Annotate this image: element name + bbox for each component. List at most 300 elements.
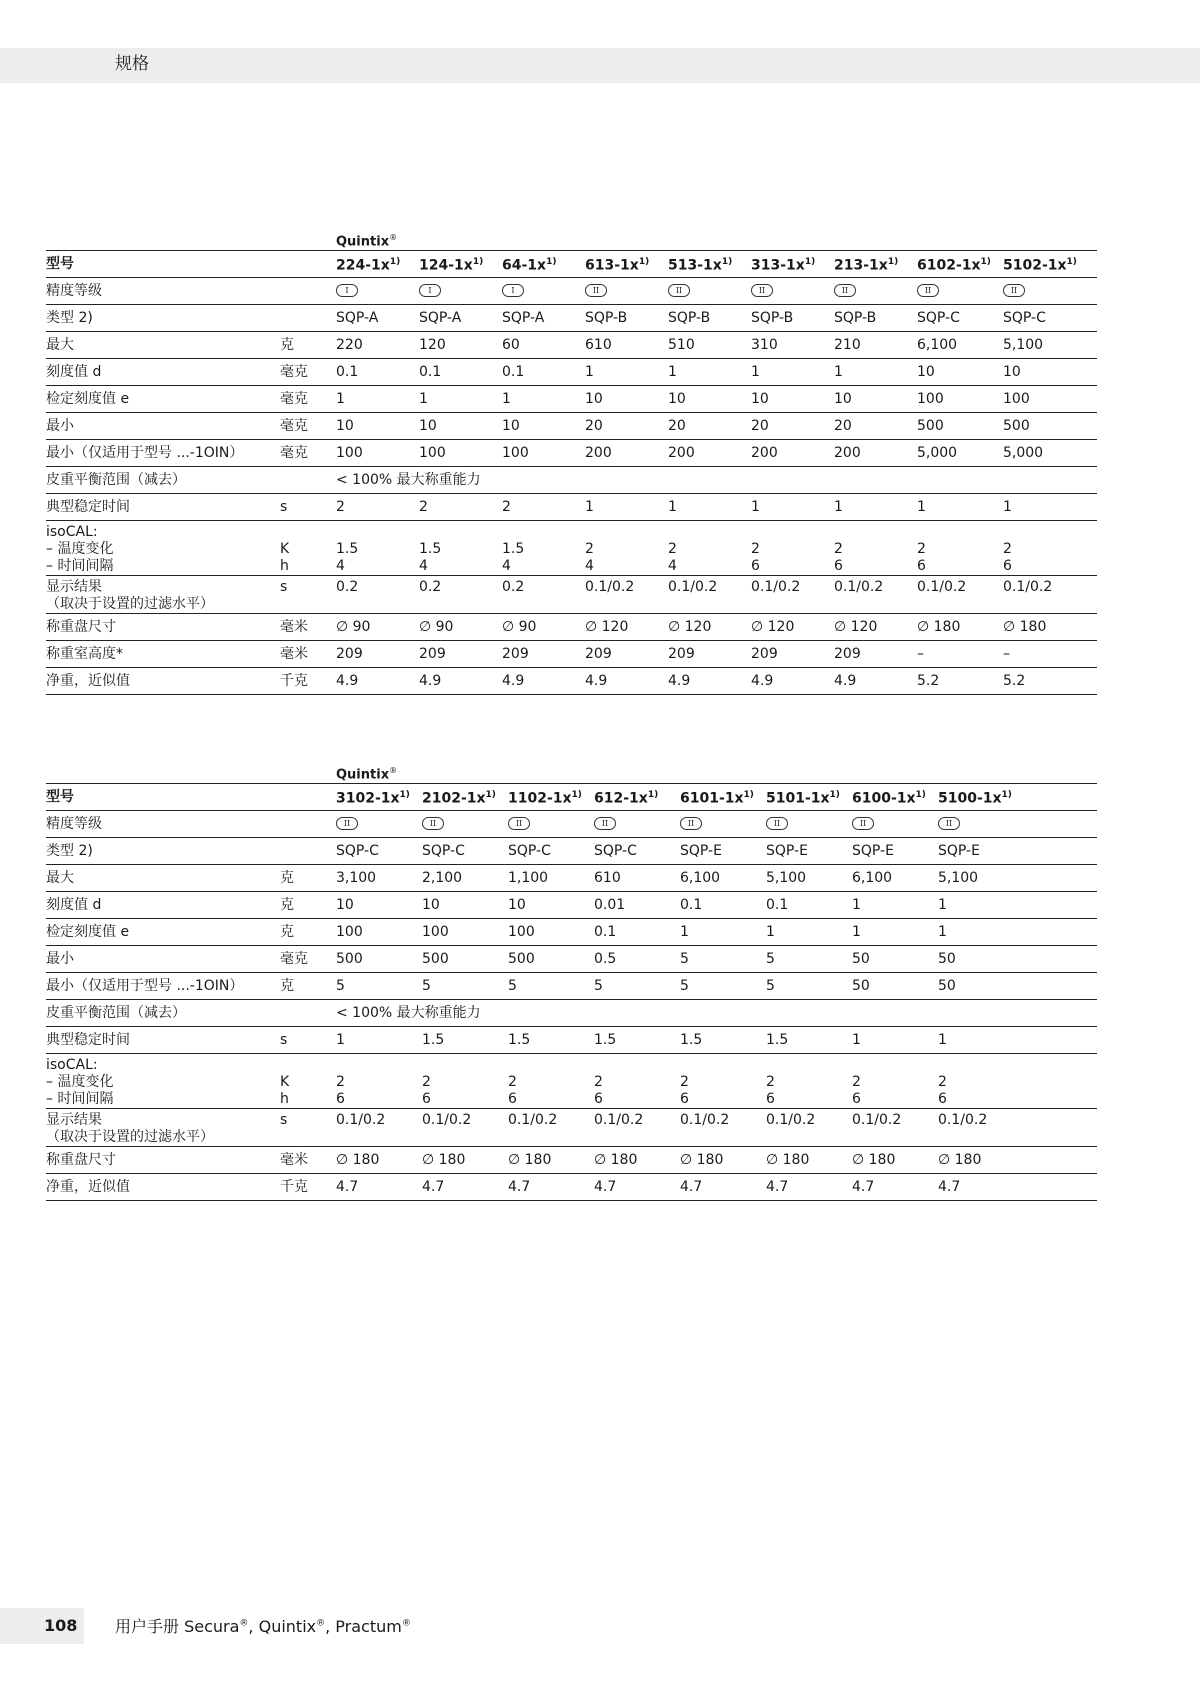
spec-label: 称重室高度* [46, 645, 123, 662]
spec-row [46, 946, 1097, 973]
value-text: 0.1 [680, 896, 703, 913]
value-cell [751, 494, 834, 521]
unit-text: K [280, 541, 290, 557]
value-cell [917, 641, 1003, 668]
value-cell [336, 892, 422, 919]
value-cell [422, 1109, 508, 1147]
value-cell [766, 919, 852, 946]
spec-label-cell [46, 521, 280, 576]
footnote-mark: 1) [1066, 256, 1077, 267]
value-text: 4.7 [766, 1178, 789, 1195]
value-text: 5,000 [917, 444, 958, 461]
value-cell [422, 892, 508, 919]
unit-cell [280, 1147, 336, 1174]
value-cell [336, 865, 422, 892]
value-cell [1003, 521, 1097, 576]
value-text: 1 [751, 363, 760, 380]
value-text: 20 [751, 417, 769, 434]
spec-label-cell [46, 1109, 280, 1147]
value-cell [1003, 440, 1097, 467]
span-value-cell [336, 467, 1097, 494]
value-cell [422, 838, 508, 865]
spec-label-cell [46, 386, 280, 413]
model-name: 6101-1x [680, 790, 744, 807]
value-cell [419, 359, 502, 386]
value-text: SQP-B [585, 309, 628, 326]
value-text: ∅ 90 [502, 618, 537, 635]
value-text: 5 [680, 977, 689, 994]
value-text: ∅ 180 [594, 1151, 638, 1168]
model-name: 6100-1x [852, 790, 916, 807]
value-cell [502, 413, 585, 440]
footnote-mark: 1) [485, 789, 496, 800]
value-text: 100 [336, 444, 363, 461]
value-text: 6 [938, 1091, 947, 1107]
accuracy-class-badge: II [766, 817, 788, 830]
value-text: 6,100 [680, 869, 721, 886]
value-text: 6 [508, 1091, 517, 1107]
value-text: 120 [419, 336, 446, 353]
value-text: 1 [1003, 498, 1012, 515]
spec-label-cell [46, 1027, 280, 1054]
value-cell [680, 1054, 766, 1109]
value-cell [917, 359, 1003, 386]
value-cell [680, 1174, 766, 1201]
value-cell [766, 1027, 852, 1054]
value-cell [419, 440, 502, 467]
value-cell [419, 521, 502, 576]
unit-text: 千克 [280, 672, 308, 689]
accuracy-class-cell [917, 278, 1003, 305]
value-text: 0.1/0.2 [336, 1112, 386, 1128]
value-spacer [422, 1057, 508, 1074]
value-cell [336, 668, 419, 695]
value-cell [594, 1147, 680, 1174]
unit-cell [280, 278, 336, 305]
span-value-cell [336, 1000, 1097, 1027]
value-text: SQP-B [668, 309, 711, 326]
value-cell [508, 1147, 594, 1174]
registered-mark: ® [316, 1618, 326, 1629]
accuracy-class-badge: II [668, 284, 690, 297]
value-text: 6 [336, 1091, 345, 1107]
value-cell [594, 1174, 680, 1201]
spec-row [46, 668, 1097, 695]
value-cell [502, 576, 585, 614]
accuracy-class-badge: II [852, 817, 874, 830]
value-cell [766, 1174, 852, 1201]
value-text: 60 [502, 336, 520, 353]
spec-row [46, 811, 1097, 838]
value-spacer [751, 524, 834, 541]
value-cell [751, 305, 834, 332]
value-cell [751, 668, 834, 695]
spec-label-cell [46, 305, 280, 332]
value-text: 4 [419, 558, 428, 574]
value-text: 100 [419, 444, 446, 461]
value-cell [680, 892, 766, 919]
value-text: 50 [938, 950, 956, 967]
value-text: SQP-B [834, 309, 877, 326]
value-text: ∅ 180 [680, 1151, 724, 1168]
spec-row [46, 332, 1097, 359]
value-text: 5 [336, 977, 345, 994]
value-cell [938, 1109, 1097, 1147]
value-cell [766, 838, 852, 865]
page-number: 108 [44, 1616, 78, 1635]
value-cell [917, 668, 1003, 695]
value-cell [668, 494, 751, 521]
spec-label-cell [46, 359, 280, 386]
value-text: 4 [502, 558, 511, 574]
unit-cell [280, 576, 336, 614]
value-text: ∅ 180 [336, 1151, 380, 1168]
value-cell [751, 332, 834, 359]
value-text: SQP-C [917, 309, 960, 326]
value-cell [1003, 305, 1097, 332]
model-name-cell [419, 251, 502, 278]
value-cell [938, 919, 1097, 946]
value-text: 5,000 [1003, 444, 1044, 461]
value-text: 5 [594, 977, 603, 994]
unit-text: 毫米 [280, 1151, 308, 1168]
spec-label: 刻度值 d [46, 896, 102, 913]
value-cell [766, 1109, 852, 1147]
value-text: 20 [585, 417, 603, 434]
value-text: 1 [938, 923, 947, 940]
value-spacer [668, 524, 751, 541]
accuracy-class-badge: I [502, 284, 524, 297]
value-cell [422, 1027, 508, 1054]
unit-text: 毫米 [280, 645, 308, 662]
value-text: 310 [751, 336, 778, 353]
value-cell [938, 946, 1097, 973]
value-text: 1 [502, 390, 511, 407]
value-spacer [419, 524, 502, 541]
unit-text: s [280, 1112, 288, 1128]
value-text: 10 [336, 417, 354, 434]
value-cell [585, 614, 668, 641]
spec-label-cell [46, 494, 280, 521]
registered-mark: ® [389, 765, 398, 775]
model-name: 5100-1x [938, 790, 1002, 807]
footnote-mark: 1) [1001, 789, 1012, 800]
value-text: 6 [1003, 558, 1012, 574]
value-text: 5 [680, 950, 689, 967]
spec-label-cell [46, 413, 280, 440]
value-cell [834, 576, 917, 614]
value-cell [917, 413, 1003, 440]
value-cell [680, 1147, 766, 1174]
value-cell [1003, 413, 1097, 440]
value-cell [1003, 359, 1097, 386]
value-cell [594, 892, 680, 919]
value-cell [336, 946, 422, 973]
value-cell [852, 919, 938, 946]
value-cell [852, 1109, 938, 1147]
value-cell [680, 946, 766, 973]
spec-label: 显示结果 [46, 579, 102, 595]
accuracy-class-badge: II [336, 817, 358, 830]
value-cell [766, 1147, 852, 1174]
model-name-cell [422, 784, 508, 811]
model-name: 513-1x [668, 257, 722, 274]
value-cell [419, 641, 502, 668]
value-text: 1 [419, 390, 428, 407]
spec-label-cell [46, 641, 280, 668]
model-name-cell [766, 784, 852, 811]
unit-cell [280, 1174, 336, 1201]
accuracy-class-badge: II [422, 817, 444, 830]
value-spacer [585, 524, 668, 541]
unit-cell [280, 838, 336, 865]
value-text: SQP-A [336, 309, 379, 326]
value-text: 2 [917, 541, 926, 557]
value-text: 20 [834, 417, 852, 434]
value-text: 209 [751, 645, 778, 662]
unit-text: 毫克 [280, 444, 308, 461]
value-cell [502, 521, 585, 576]
value-cell [668, 413, 751, 440]
model-name-cell [508, 784, 594, 811]
value-text: 0.1/0.2 [917, 579, 967, 595]
value-cell [668, 332, 751, 359]
accuracy-class-badge: I [419, 284, 441, 297]
value-cell [585, 386, 668, 413]
value-text: 4.9 [834, 672, 857, 689]
spec-label: 净重，近似值 [46, 672, 130, 689]
model-name: 612-1x [594, 790, 648, 807]
unit-cell [280, 521, 336, 576]
value-text: 0.1/0.2 [751, 579, 801, 595]
value-text: 0.1 [336, 363, 359, 380]
value-cell [668, 521, 751, 576]
value-text: 10 [834, 390, 852, 407]
value-text: 10 [419, 417, 437, 434]
value-text: 0.2 [502, 579, 525, 595]
value-cell [852, 865, 938, 892]
value-cell [585, 332, 668, 359]
value-cell [938, 1027, 1097, 1054]
value-text: 4.7 [852, 1178, 875, 1195]
value-text: 10 [917, 363, 935, 380]
value-cell [766, 1054, 852, 1109]
value-text: 500 [422, 950, 449, 967]
value-cell [585, 440, 668, 467]
spec-label-cell [46, 973, 280, 1000]
value-text: 6 [834, 558, 843, 574]
unit-text: 毫米 [280, 618, 308, 635]
value-text: 50 [852, 977, 870, 994]
spec-row [46, 467, 1097, 494]
brand-name-cell [336, 228, 1097, 251]
value-text: SQP-E [766, 842, 808, 859]
value-text: 2 [422, 1074, 431, 1090]
value-cell [336, 1147, 422, 1174]
value-text: 210 [834, 336, 861, 353]
value-cell [766, 973, 852, 1000]
value-text: 4.7 [336, 1178, 359, 1195]
span-value: < 100% 最大称重能力 [336, 1004, 481, 1021]
spec-label: 最小（仅适用于型号 ...-1OIN） [46, 977, 244, 994]
unit-cell [280, 440, 336, 467]
spec-label: 皮重平衡范围（减去） [46, 471, 186, 488]
value-cell [419, 668, 502, 695]
value-text: – [917, 645, 924, 662]
model-name-cell [751, 251, 834, 278]
accuracy-class-cell [668, 278, 751, 305]
value-cell [852, 1147, 938, 1174]
spec-row [46, 386, 1097, 413]
accuracy-class-cell [1003, 278, 1097, 305]
empty-cell [280, 228, 336, 251]
value-text: 0.1/0.2 [834, 579, 884, 595]
spec-label-cell [46, 865, 280, 892]
value-cell [668, 359, 751, 386]
footnote-mark: 1) [980, 256, 991, 267]
unit-cell [280, 668, 336, 695]
unit-text: h [280, 558, 289, 574]
accuracy-class-badge: II [1003, 284, 1025, 297]
value-cell [1003, 494, 1097, 521]
value-cell [917, 386, 1003, 413]
spec-row [46, 1147, 1097, 1174]
spec-label: 皮重平衡范围（减去） [46, 1004, 186, 1021]
value-cell [852, 1054, 938, 1109]
value-cell [422, 973, 508, 1000]
spec-label: isoCAL: [46, 1057, 98, 1073]
value-cell [852, 1027, 938, 1054]
value-text: SQP-C [508, 842, 551, 859]
value-text: ∅ 120 [834, 618, 878, 635]
value-text: 1.5 [502, 541, 525, 557]
accuracy-class-cell [502, 278, 585, 305]
spec-row [46, 278, 1097, 305]
value-cell [834, 386, 917, 413]
value-cell [751, 576, 834, 614]
value-cell [938, 838, 1097, 865]
value-cell [594, 865, 680, 892]
value-text: 4.9 [668, 672, 691, 689]
value-cell [508, 1109, 594, 1147]
value-text: 1 [585, 498, 594, 515]
unit-cell [280, 811, 336, 838]
value-cell [502, 668, 585, 695]
value-text: 100 [336, 923, 363, 940]
value-text: 200 [834, 444, 861, 461]
value-text: 209 [336, 645, 363, 662]
value-cell [336, 1109, 422, 1147]
unit-text: 千克 [280, 1178, 308, 1195]
value-cell [508, 892, 594, 919]
value-text: 5.2 [917, 672, 940, 689]
value-text: 1 [751, 498, 760, 515]
value-cell [834, 494, 917, 521]
footnote-mark: 1) [804, 256, 816, 267]
spec-label: 精度等级 [46, 282, 102, 299]
value-cell [336, 332, 419, 359]
value-cell [508, 838, 594, 865]
value-text: 100 [508, 923, 535, 940]
accuracy-class-cell [834, 278, 917, 305]
value-spacer [502, 524, 585, 541]
value-text: SQP-C [336, 842, 379, 859]
value-cell [585, 576, 668, 614]
value-text: 2 [852, 1074, 861, 1090]
value-text: 4.9 [751, 672, 774, 689]
model-name: 5102-1x [1003, 257, 1067, 274]
accuracy-class-badge: II [508, 817, 530, 830]
unit-cell [280, 359, 336, 386]
value-text: 0.1 [502, 363, 525, 380]
value-cell [751, 413, 834, 440]
value-cell [508, 919, 594, 946]
footnote-mark: 1) [472, 256, 484, 267]
value-text: 1 [852, 1031, 861, 1048]
value-text: 100 [1003, 390, 1030, 407]
value-text: ∅ 180 [852, 1151, 896, 1168]
empty-cell [280, 784, 336, 811]
value-cell [594, 1109, 680, 1147]
value-cell [852, 1174, 938, 1201]
footnote-mark: 1) [647, 789, 659, 800]
value-cell [422, 946, 508, 973]
value-text: 0.01 [594, 896, 626, 913]
spec-row [46, 305, 1097, 332]
footer-manual-title [115, 1614, 411, 1637]
value-text: 500 [1003, 417, 1030, 434]
value-cell [938, 865, 1097, 892]
page-section-title: 规格 [115, 54, 149, 74]
value-text: 10 [502, 417, 520, 434]
value-text: 0.1/0.2 [938, 1112, 988, 1128]
value-text: 1 [852, 896, 861, 913]
value-cell [917, 521, 1003, 576]
value-cell [508, 865, 594, 892]
value-cell [508, 1174, 594, 1201]
value-cell [680, 973, 766, 1000]
value-text: 2 [938, 1074, 947, 1090]
value-text: 1.5 [419, 541, 442, 557]
accuracy-class-cell [852, 811, 938, 838]
unit-cell [280, 919, 336, 946]
model-name: 2102-1x [422, 790, 486, 807]
value-text: 510 [668, 336, 695, 353]
value-cell [422, 919, 508, 946]
spec-row [46, 440, 1097, 467]
value-text: 0.1 [419, 363, 442, 380]
value-text: 2 [668, 541, 677, 557]
unit-text: K [280, 1074, 290, 1090]
value-text: 10 [336, 896, 354, 913]
value-text: 1 [938, 1031, 947, 1048]
value-spacer [917, 524, 1003, 541]
value-spacer [1003, 524, 1097, 541]
value-text: 0.1/0.2 [508, 1112, 558, 1128]
accuracy-class-badge: I [336, 284, 358, 297]
accuracy-class-badge: II [751, 284, 773, 297]
value-text: 0.1/0.2 [680, 1112, 730, 1128]
value-text: 4 [585, 558, 594, 574]
value-text: 610 [594, 869, 621, 886]
spec-label: 最小 [46, 950, 74, 967]
spec-row [46, 576, 1097, 614]
header-band [0, 48, 1200, 83]
unit-cell [280, 1109, 336, 1147]
value-text: 1 [852, 923, 861, 940]
unit-text: 克 [280, 923, 294, 940]
unit-cell [280, 946, 336, 973]
